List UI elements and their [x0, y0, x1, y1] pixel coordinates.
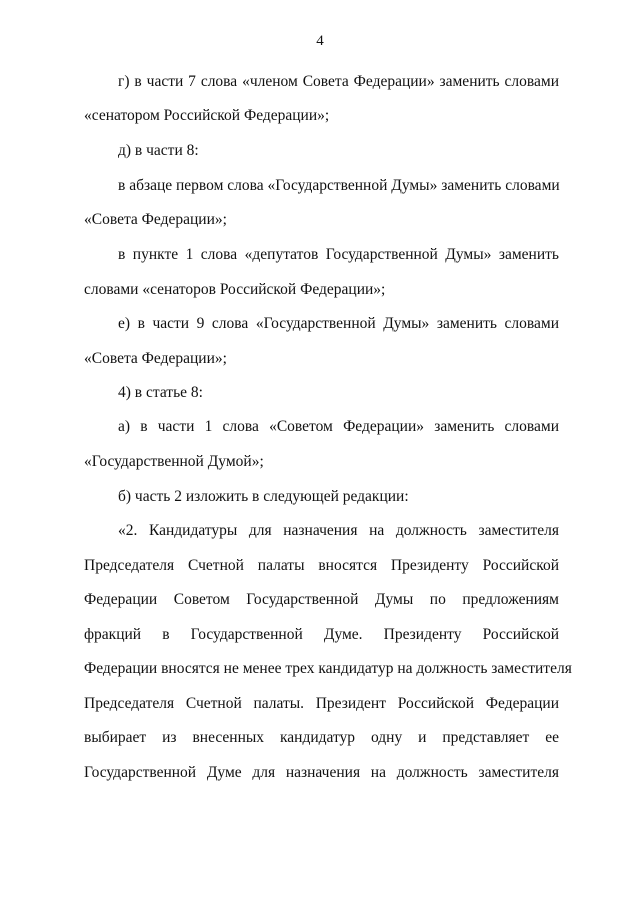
text-line: фракций в Государственной Думе. Президенту Российской — [84, 626, 559, 643]
text-line: Федерации вносятся не менее трех кандидатур на должность заместителя — [84, 660, 572, 677]
text-line: д) в части 8: — [118, 142, 199, 159]
text-line: «сенатором Российской Федерации»; — [84, 107, 330, 124]
text-line: 4) в статье 8: — [118, 384, 203, 401]
text-line: словами «сенаторов Российской Федерации»; — [84, 281, 386, 298]
text-line: «Совета Федерации»; — [84, 350, 227, 367]
text-line: е) в части 9 слова «Государственной Думы» заменить словами — [118, 315, 559, 332]
text-line: Федерации Советом Государственной Думы по предложениям — [84, 591, 559, 608]
text-line: «2. Кандидатуры для назначения на должность заместителя — [118, 522, 559, 539]
text-line: Председателя Счетной палаты вносятся Президенту Российской — [84, 557, 559, 574]
text-line: г) в части 7 слова «членом Совета Федерации» заменить словами — [118, 73, 559, 90]
text-line: в абзаце первом слова «Государственной Думы» заменить словами — [118, 177, 560, 194]
text-line: выбирает из внесенных кандидатур одну и представляет ее — [84, 729, 559, 746]
text-line: в пункте 1 слова «депутатов Государственной Думы» заменить — [118, 246, 559, 263]
text-line: а) в части 1 слова «Советом Федерации» заменить словами — [118, 418, 559, 435]
text-line: «Государственной Думой»; — [84, 453, 264, 470]
text-line: б) часть 2 изложить в следующей редакции: — [118, 488, 409, 505]
text-line: «Совета Федерации»; — [84, 211, 227, 228]
text-line: Председателя Счетной палаты. Президент Российской Федерации — [84, 695, 559, 712]
page-number: 4 — [316, 33, 324, 49]
text-line: Государственной Думе для назначения на должность заместителя — [84, 764, 559, 781]
